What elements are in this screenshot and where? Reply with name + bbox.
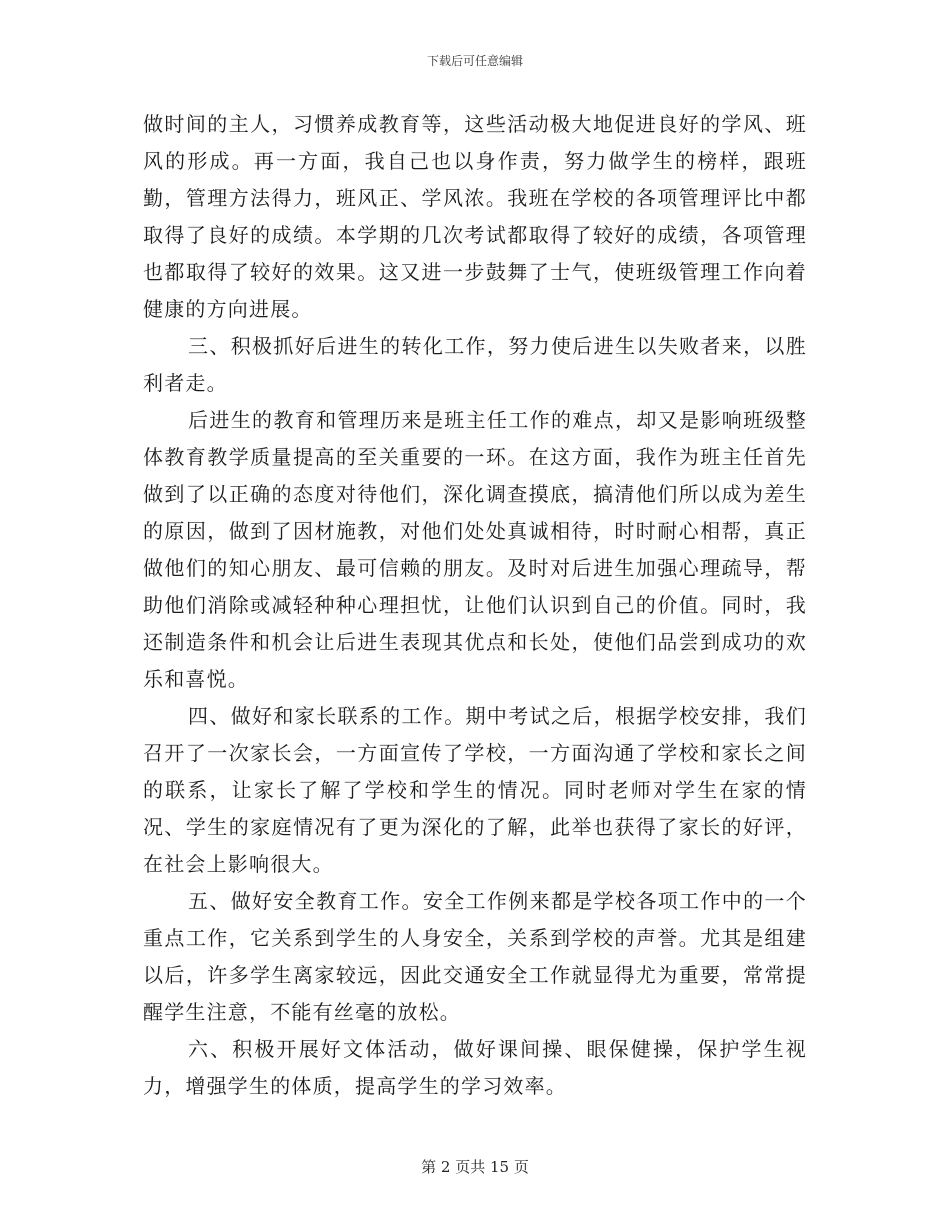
paragraph-underachievers: 后进生的教育和管理历来是班主任工作的难点，却又是影响班级整体教育教学质量提高的至关重要的一环。在这方面，我作为班主任首先做到了以正确的态度对待他们，深化调查摸底，搞清他们所以成为差生的原因，做到了因材施教，对他们处处真诚相待，时时耐心相帮，真正做他们的知心朋友、最可信赖的朋友。及时对后进生加强心理疏导，帮助他们消除或减轻种种心理担忧，让他们认识到自己的价值。同时，我还制造条件和机会让后进生表现其优点和长处，使他们品尝到成功的欢乐和喜悦。 bbox=[143, 408, 807, 691]
page-number: 第 2 页共 15 页 bbox=[421, 1158, 529, 1176]
paragraph-section-five-safety: 五、做好安全教育工作。安全工作例来都是学校各项工作中的一个重点工作，它关系到学生的人身安全，关系到学校的声誉。尤其是组建以后，许多学生离家较远，因此交通安全工作就显得尤为重要，常常提醒学生注意，不能有丝毫的放松。 bbox=[143, 889, 807, 1024]
document-body bbox=[143, 106, 807, 1105]
paragraph-section-three-heading: 三、积极抓好后进生的转化工作，努力使后进生以失败者来，以胜利者走。 bbox=[143, 334, 807, 395]
paragraph-section-four-parents: 四、做好和家长联系的工作。期中考试之后，根据学校安排，我们召开了一次家长会，一方面宣传了学校，一方面沟通了学校和家长之间的联系，让家长了解了学校和学生的情况。同时老师对学生在家的情况、学生的家庭情况有了更为深化的了解，此举也获得了家长的好评，在社会上影响很大。 bbox=[143, 704, 807, 876]
page-header-note: 下载后可任意编辑 bbox=[426, 54, 523, 68]
paragraph-continuation: 做时间的主人，习惯养成教育等，这些活动极大地促进良好的学风、班风的形成。再一方面，我自己也以身作责，努力做学生的榜样，跟班勤，管理方法得力，班风正、学风浓。我班在学校的各项管理评比中都取得了良好的成绩。本学期的几次考试都取得了较好的成绩，各项管理也都取得了较好的效果。这又进一步鼓舞了士气，使班级管理工作向着健康的方向进展。 bbox=[143, 112, 807, 321]
paragraph-section-six-activities: 六、积极开展好文体活动，做好课间操、眼保健操，保护学生视力，增强学生的体质，提高学生的学习效率。 bbox=[143, 1037, 807, 1098]
